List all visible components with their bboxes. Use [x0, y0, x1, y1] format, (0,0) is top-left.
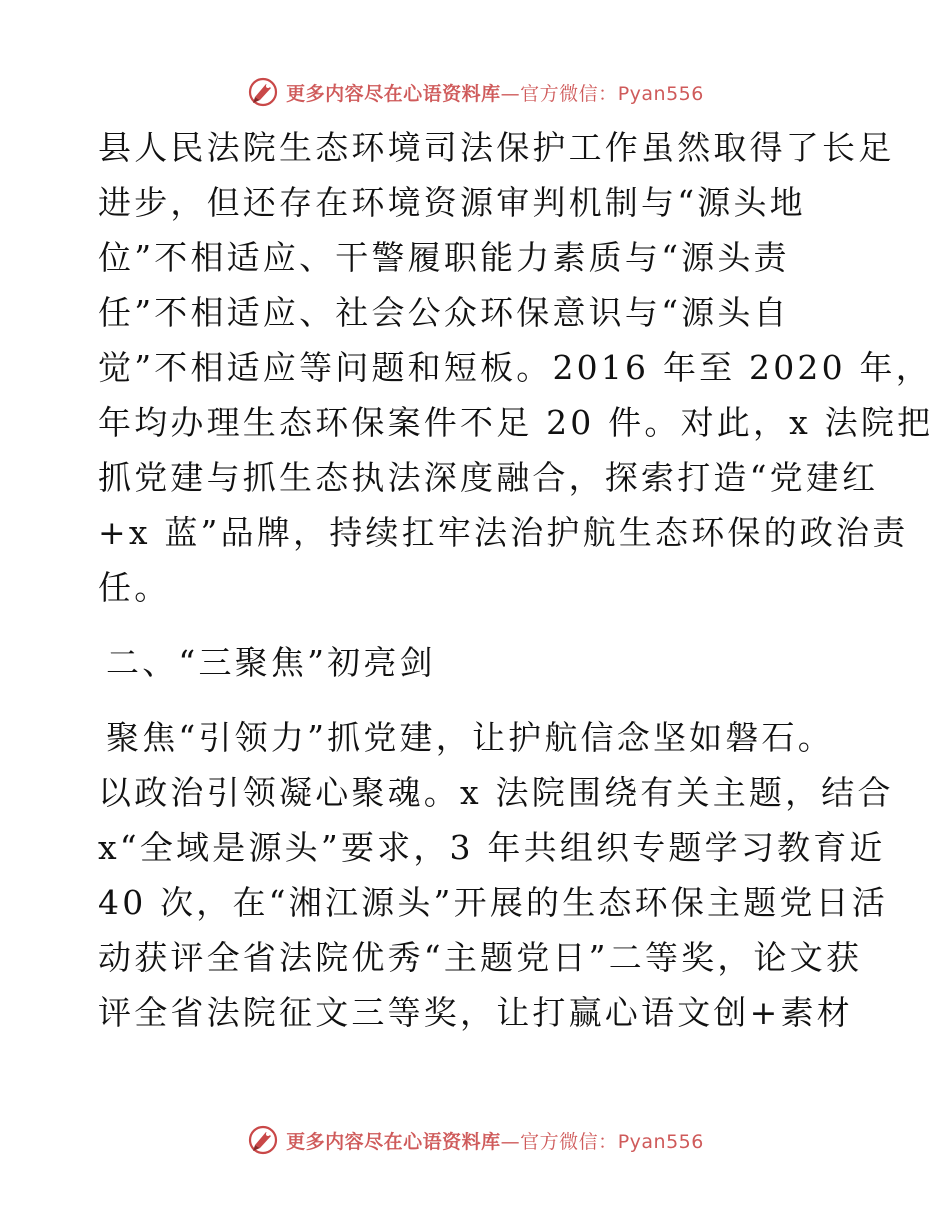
watermark-official: 官方微信：	[520, 1130, 618, 1153]
watermark-text	[286, 79, 704, 106]
document-body	[98, 120, 934, 1040]
watermark-official: 官方微信：	[520, 82, 618, 105]
text-line: 位”不相适应、干警履职能力素质与“源头责	[98, 238, 790, 277]
brand-logo-icon	[246, 1123, 280, 1157]
watermark-text	[286, 1127, 704, 1154]
brand-logo-icon	[246, 75, 280, 109]
text-line: 抓党建与抓生态执法深度融合，探索打造“党建红	[98, 458, 879, 497]
watermark-id: Pyan556	[617, 1130, 704, 1153]
paragraph-section	[98, 765, 894, 1040]
text-line: +x 蓝”品牌，持续扛牢法治护航生态环保的政治责	[98, 513, 909, 552]
text-line: 评全省法院征文三等奖，让打赢心语文创+素材	[98, 993, 853, 1032]
watermark-main: 更多内容尽在心语资料库	[286, 82, 501, 105]
text-line: 县人民法院生态环境司法保护工作虽然取得了长足	[98, 128, 895, 167]
section-subheading: 聚焦“引领力”抓党建，让护航信念坚如磐石。	[106, 718, 834, 757]
text-line: 动获评全省法院优秀“主题党日”二等奖，论文获	[98, 938, 863, 977]
text-line: 任。	[98, 568, 171, 607]
text-line: 觉”不相适应等问题和短板。2016 年至 2020 年，	[98, 348, 932, 387]
section-heading: 二、“三聚焦”初亮剑	[106, 643, 436, 682]
watermark-main: 更多内容尽在心语资料库	[286, 1130, 501, 1153]
watermark-id: Pyan556	[617, 82, 704, 105]
text-line: 年均办理生态环保案件不足 20 件。对此，x 法院把	[98, 403, 934, 442]
text-line: 任”不相适应、社会公众环保意识与“源头自	[98, 293, 790, 332]
text-line: 进步，但还存在环境资源审判机制与“源头地	[98, 183, 806, 222]
footer-watermark	[0, 1120, 950, 1160]
watermark-dash: —	[500, 82, 521, 105]
watermark-dash: —	[500, 1130, 521, 1153]
text-line: 以政治引领凝心聚魂。x 法院围绕有关主题，结合	[98, 773, 894, 812]
header-watermark	[0, 72, 950, 112]
paragraph-intro	[98, 120, 934, 615]
text-line: x“全域是源头”要求，3 年共组织专题学习教育近	[98, 828, 886, 867]
text-line: 40 次，在“湘江源头”开展的生态环保主题党日活	[98, 883, 889, 922]
